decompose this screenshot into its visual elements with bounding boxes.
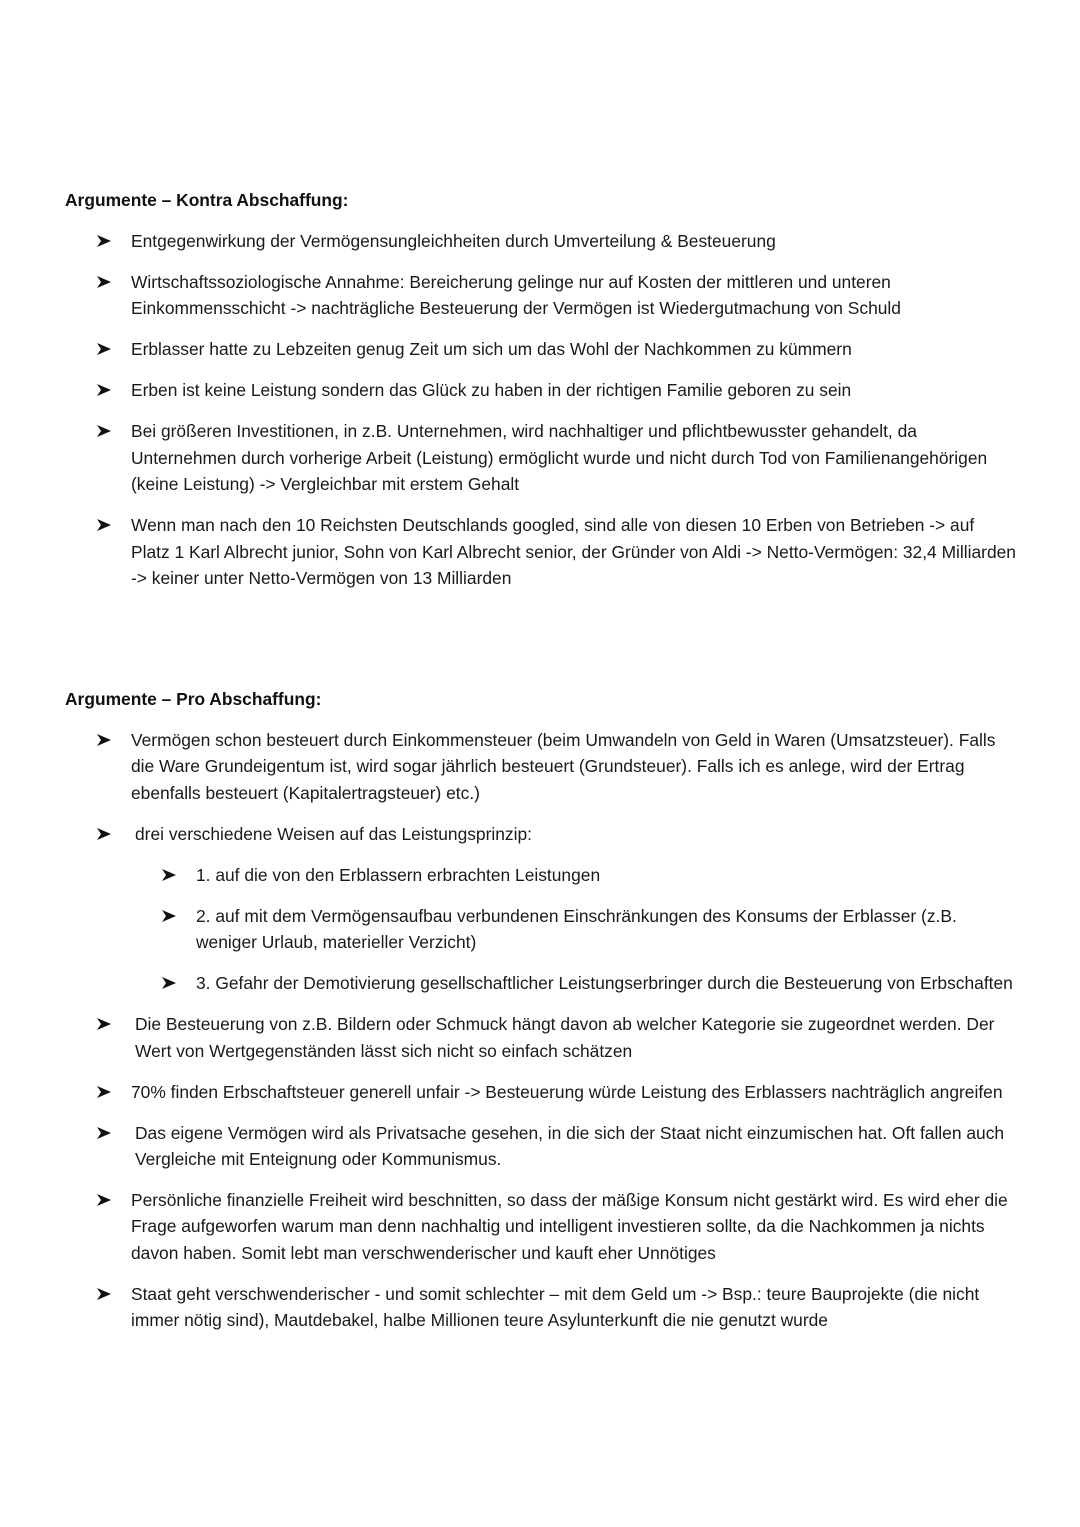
list-item-text: Das eigene Vermögen wird als Privatsache gesehen, in die sich der Staat nicht einzumischen hat. Oft fallen auch Vergleiche mit Enteignung oder Kommunismus. [135, 1122, 1005, 1170]
arrowhead-bullet-icon [96, 727, 114, 753]
arrowhead-bullet-icon [96, 1281, 114, 1307]
list-item-text: Bei größeren Investitionen, in z.B. Unternehmen, wird nachhaltiger und pflichtbewusster gehandelt, da Unternehmen durch vorherige Arbeit (Leistung) ermöglicht wurde und nicht durch Tod von Familienangehörigen (keine Leistung) -> Vergleichbar mit erstem Gehalt [131, 421, 988, 495]
list-item-text: 70% finden Erbschaftsteuer generell unfair -> Besteuerung würde Leistung des Erblassers nachträglich angreifen [131, 1081, 1003, 1102]
list-item-text: Entgegenwirkung der Vermögensungleichheiten durch Umverteilung & Besteuerung [131, 231, 776, 251]
list-item [96, 1281, 1016, 1334]
list-item [96, 1120, 1016, 1173]
list-item [96, 418, 1016, 497]
arrowhead-bullet-icon [96, 418, 114, 444]
list-item [96, 1187, 1016, 1266]
list-item-text: 1. auf die von den Erblassern erbrachten Leistungen [196, 864, 601, 885]
arrowhead-bullet-icon [161, 970, 179, 996]
arrowhead-bullet-icon [96, 512, 114, 538]
list-item [96, 269, 1016, 322]
arrowhead-bullet-icon [96, 1120, 114, 1146]
arrowhead-bullet-icon [96, 821, 114, 847]
list-item-text: Erben ist keine Leistung sondern das Glück zu haben in der richtigen Familie geboren zu sein [131, 380, 852, 401]
list-item-text: Persönliche finanzielle Freiheit wird beschnitten, so dass der mäßige Konsum nicht gestärkt wird. Es wird eher die Frage aufgeworfen warum man denn nachhaltig und intelligent investieren sollte, da die Nachkommen ja nichts davon haben. Somit lebt man verschwenderischer und kauft eher Unnötiges [131, 1190, 1008, 1263]
arrowhead-bullet-icon [96, 1079, 114, 1105]
list-item-text: 2. auf mit dem Vermögensaufbau verbundenen Einschränkungen des Konsums der Erblasser (z.B. weniger Urlaub, materieller Verzicht) [196, 905, 957, 953]
arrowhead-bullet-icon [96, 377, 114, 403]
list-item [96, 336, 1016, 362]
arrowhead-bullet-icon [96, 228, 114, 254]
arrowhead-bullet-icon [96, 269, 114, 295]
list-item [96, 512, 1016, 591]
list-item-text: Vermögen schon besteuert durch Einkommensteuer (beim Umwandeln von Geld in Waren (Umsatzsteuer). Falls die Ware Grundeigentum ist, wird sogar jährlich besteuert (Grundsteuer). Falls ich es anlege, wird der Ertrag ebenfalls besteuert (Kapitalertragsteuer) etc.) [131, 730, 996, 803]
list-item-text: Wirtschaftssoziologische Annahme: Bereicherung gelinge nur auf Kosten der mittleren und unteren Einkommensschicht -> nachträgliche Besteuerung der Vermögen ist Wiedergutmachung von Schuld [131, 272, 901, 319]
sub-list-item [161, 970, 1016, 996]
arrowhead-bullet-icon [161, 903, 179, 929]
list-item-text: Wenn man nach den 10 Reichsten Deutschlands googled, sind alle von diesen 10 Erben von Betrieben -> auf Platz 1 Karl Albrecht junior, Sohn von Karl Albrecht senior, der Gründer von Aldi -> Netto-Vermögen: 32,4 Milliarden -> keiner unter Netto-Vermögen von 13 Milliarden [131, 515, 1016, 589]
arrowhead-bullet-icon [96, 336, 114, 362]
sub-list-item [161, 862, 1016, 888]
kontra-list [96, 228, 1016, 606]
list-item [96, 228, 1016, 254]
list-item-text: Die Besteuerung von z.B. Bildern oder Schmuck hängt davon ab welcher Kategorie sie zugeordnet werden. Der Wert von Wertgegenständen lässt sich nicht so einfach schätzen [135, 1014, 995, 1061]
list-item-text: Erblasser hatte zu Lebzeiten genug Zeit um sich um das Wohl der Nachkommen zu kümmern [131, 339, 852, 360]
arrowhead-bullet-icon [96, 1187, 114, 1213]
list-item-text: drei verschiedene Weisen auf das Leistungsprinzip: [135, 823, 532, 844]
arrowhead-bullet-icon [96, 1011, 114, 1037]
pro-list [96, 727, 1016, 1348]
list-item-text: Staat geht verschwenderischer - und somit schlechter – mit dem Geld um -> Bsp.: teure Bauprojekte (die nicht immer nötig sind), Mautdebakel, halbe Millionen teure Asylunterkunft die nie genutzt wurde [131, 1283, 980, 1331]
list-item [96, 727, 1016, 806]
arrowhead-bullet-icon [161, 862, 179, 888]
list-item [96, 1011, 1016, 1064]
section-heading-pro: Argumente – Pro Abschaffung: [65, 689, 322, 709]
list-item [96, 821, 1016, 847]
section-heading-kontra: Argumente – Kontra Abschaffung: [65, 190, 349, 210]
list-item [96, 377, 1016, 403]
list-item-text: 3. Gefahr der Demotivierung gesellschaftlicher Leistungserbringer durch die Besteuerung von Erbschaften [196, 973, 1013, 994]
sub-list-item [161, 903, 1016, 956]
list-item [96, 1079, 1016, 1105]
